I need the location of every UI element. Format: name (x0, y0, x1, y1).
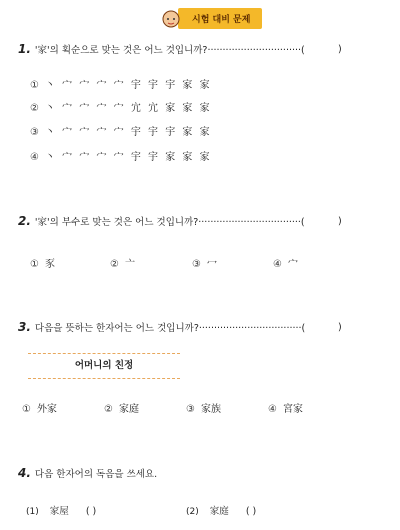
q1-option-3[interactable] (30, 123, 212, 138)
stroke-order: 丶 宀 宀 宀 宀 宂 宂 家 家 家 (44, 103, 212, 114)
question-number: 4. (18, 466, 31, 480)
question-number: 2. (18, 214, 31, 228)
q1-option-1[interactable] (30, 76, 212, 91)
q4-item-2 (186, 503, 256, 517)
header-title: 시험 대비 문제 (178, 8, 262, 29)
option-value: 冖 (206, 259, 217, 270)
q3-option-3[interactable] (186, 400, 221, 415)
q2-option-1[interactable] (30, 255, 55, 270)
option-marker: ① (22, 404, 31, 415)
stroke-order: 丶 宀 宀 宀 宀 宇 宇 家 家 家 (44, 152, 212, 163)
option-marker: ② (30, 103, 39, 114)
option-marker: ③ (30, 127, 39, 138)
q4-item-1 (26, 503, 96, 517)
option-value: 外家 (36, 404, 57, 415)
question-number: 3. (18, 320, 31, 334)
q2-option-4[interactable] (273, 255, 298, 270)
answer-blank[interactable]: ( ) (245, 506, 257, 517)
q1-option-4[interactable] (30, 148, 212, 163)
question-4 (18, 466, 157, 480)
item-marker: (1) (26, 507, 39, 517)
q3-option-1[interactable] (22, 400, 57, 415)
option-marker: ① (30, 259, 39, 270)
question-text: '家'의 획순으로 맞는 것은 어느 것입니까?·······························( (34, 45, 305, 56)
item-value: 家庭 (209, 506, 229, 517)
stroke-order: 丶 宀 宀 宀 宀 宇 宇 宇 家 家 (44, 80, 212, 91)
option-marker: ② (110, 259, 119, 270)
option-value: 家庭 (118, 404, 139, 415)
question-text: '家'의 부수로 맞는 것은 어느 것입니까?··································( (34, 217, 305, 228)
question-1 (18, 42, 305, 56)
item-marker: (2) (186, 507, 199, 517)
item-value: 家屋 (49, 506, 69, 517)
option-marker: ④ (273, 259, 282, 270)
question-number: 1. (18, 42, 31, 56)
q1-option-2[interactable] (30, 99, 212, 114)
option-value: 宮家 (282, 404, 303, 415)
option-marker: ③ (186, 404, 195, 415)
option-marker: ④ (30, 152, 39, 163)
definition-box: 어머니의 친정 (28, 353, 180, 379)
q2-option-2[interactable] (110, 255, 135, 270)
question-text: 다음을 뜻하는 한자어는 어느 것입니까?··································( (34, 323, 306, 334)
answer-close: ) (338, 44, 342, 55)
option-marker: ① (30, 80, 39, 91)
answer-close: ) (338, 216, 342, 227)
mascot-icon (160, 7, 182, 29)
question-2 (18, 214, 305, 228)
q2-option-3[interactable] (192, 255, 217, 270)
stroke-order: 丶 宀 宀 宀 宀 宇 宇 宇 家 家 (44, 127, 212, 138)
option-value: 豕 (44, 259, 55, 270)
section-header (160, 7, 262, 29)
question-text: 다음 한자어의 독음을 쓰세요. (34, 469, 158, 480)
q3-option-4[interactable] (268, 400, 303, 415)
option-value: 宀 (287, 259, 298, 270)
option-marker: ② (104, 404, 113, 415)
answer-close: ) (338, 322, 342, 333)
question-3 (18, 320, 305, 334)
option-value: 亠 (124, 259, 135, 270)
option-value: 家族 (200, 404, 221, 415)
q3-option-2[interactable] (104, 400, 139, 415)
answer-blank[interactable]: ( ) (85, 506, 97, 517)
option-marker: ③ (192, 259, 201, 270)
option-marker: ④ (268, 404, 277, 415)
